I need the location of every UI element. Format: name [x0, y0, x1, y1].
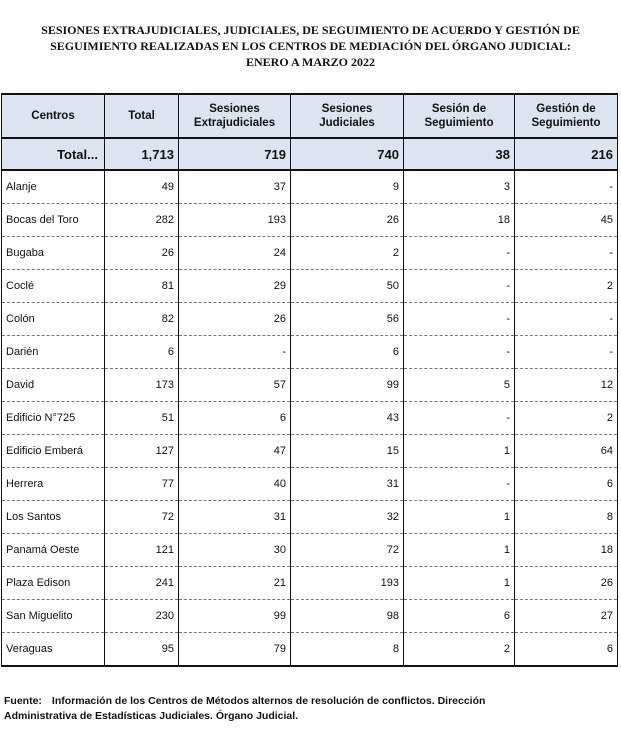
- table-row: [2, 402, 618, 435]
- value-cell: 29: [179, 270, 291, 303]
- value-cell: 79: [179, 633, 291, 667]
- column-header: [291, 94, 404, 138]
- value-cell: 8: [291, 633, 404, 667]
- table-row: [2, 336, 618, 369]
- center-name-cell: Edificio Emberá: [2, 435, 105, 468]
- center-name-cell: Herrera: [2, 468, 105, 501]
- value-cell: -: [404, 237, 515, 270]
- value-cell: 6: [404, 600, 515, 633]
- value-cell: -: [515, 170, 618, 204]
- value-cell: 99: [291, 369, 404, 402]
- value-cell: 6: [105, 336, 179, 369]
- value-cell: 77: [105, 468, 179, 501]
- source-text-1: Información de los Centros de Métodos alternos de resolución de conflictos. Dirección: [51, 695, 486, 707]
- table-row: [2, 435, 618, 468]
- value-cell: 121: [105, 534, 179, 567]
- column-header-line: Extrajudiciales: [193, 117, 276, 129]
- column-header-line: Seguimiento: [531, 117, 601, 129]
- total-cell: 740: [291, 138, 404, 170]
- column-header: [2, 94, 105, 138]
- value-cell: -: [404, 336, 515, 369]
- table-row: [2, 501, 618, 534]
- column-header: [404, 94, 515, 138]
- value-cell: -: [515, 336, 618, 369]
- value-cell: 21: [179, 567, 291, 600]
- value-cell: 57: [179, 369, 291, 402]
- table-row: [2, 237, 618, 270]
- value-cell: -: [404, 270, 515, 303]
- table-row: [2, 369, 618, 402]
- value-cell: 1: [404, 435, 515, 468]
- value-cell: -: [515, 237, 618, 270]
- source-note: [4, 694, 614, 724]
- center-name-cell: Alanje: [2, 170, 105, 204]
- table-row: [2, 534, 618, 567]
- title-line-2: SEGUIMIENTO REALIZADAS EN LOS CENTROS DE MEDIACIÓN DEL ÓRGANO JUDICIAL:: [50, 39, 571, 53]
- statistics-table: [1, 93, 618, 667]
- value-cell: 82: [105, 303, 179, 336]
- value-cell: -: [404, 303, 515, 336]
- value-cell: 1: [404, 534, 515, 567]
- value-cell: 2: [404, 633, 515, 667]
- table-row: [2, 270, 618, 303]
- value-cell: 282: [105, 204, 179, 237]
- value-cell: 12: [515, 369, 618, 402]
- center-name-cell: Veraguas: [2, 633, 105, 667]
- value-cell: -: [515, 303, 618, 336]
- table-row: [2, 468, 618, 501]
- value-cell: -: [179, 336, 291, 369]
- value-cell: 173: [105, 369, 179, 402]
- center-name-cell: San Miguelito: [2, 600, 105, 633]
- value-cell: 18: [515, 534, 618, 567]
- value-cell: 241: [105, 567, 179, 600]
- center-name-cell: Darién: [2, 336, 105, 369]
- value-cell: 9: [291, 170, 404, 204]
- center-name-cell: Edificio N°725: [2, 402, 105, 435]
- value-cell: -: [404, 468, 515, 501]
- total-cell: 719: [179, 138, 291, 170]
- column-header: [179, 94, 291, 138]
- value-cell: 1: [404, 567, 515, 600]
- value-cell: 81: [105, 270, 179, 303]
- value-cell: 26: [179, 303, 291, 336]
- column-header-line: Total: [128, 110, 155, 122]
- column-header-line: Judiciales: [319, 117, 375, 129]
- table-row: [2, 633, 618, 667]
- value-cell: 3: [404, 170, 515, 204]
- value-cell: 26: [515, 567, 618, 600]
- value-cell: 1: [404, 501, 515, 534]
- value-cell: 5: [404, 369, 515, 402]
- value-cell: 47: [179, 435, 291, 468]
- column-header-line: Sesión de: [431, 103, 487, 115]
- table-body: [2, 138, 618, 666]
- column-header-line: Centros: [31, 110, 75, 122]
- value-cell: 193: [179, 204, 291, 237]
- column-header-line: Sesiones: [321, 103, 373, 115]
- value-cell: 230: [105, 600, 179, 633]
- center-name-cell: Coclé: [2, 270, 105, 303]
- center-name-cell: Colón: [2, 303, 105, 336]
- table-row: [2, 204, 618, 237]
- value-cell: 31: [179, 501, 291, 534]
- value-cell: 2: [515, 270, 618, 303]
- column-header-line: Sesiones: [209, 103, 260, 115]
- table-header-row: [2, 94, 618, 138]
- center-name-cell: Plaza Edison: [2, 567, 105, 600]
- center-name-cell: Los Santos: [2, 501, 105, 534]
- table-row: [2, 303, 618, 336]
- value-cell: 26: [291, 204, 404, 237]
- table-row: [2, 567, 618, 600]
- value-cell: 72: [291, 534, 404, 567]
- total-cell: 1,713: [105, 138, 179, 170]
- source-line-2: Administrativa de Estadísticas Judiciales. Órgano Judicial.: [4, 710, 299, 722]
- value-cell: 26: [105, 237, 179, 270]
- title-line-3: ENERO A MARZO 2022: [245, 55, 375, 69]
- value-cell: 24: [179, 237, 291, 270]
- table-row: [2, 170, 618, 204]
- value-cell: 95: [105, 633, 179, 667]
- column-header-line: Gestión de: [536, 103, 596, 115]
- source-label: Fuente:: [4, 695, 42, 707]
- value-cell: 6: [515, 633, 618, 667]
- value-cell: 6: [179, 402, 291, 435]
- value-cell: 98: [291, 600, 404, 633]
- value-cell: 56: [291, 303, 404, 336]
- center-name-cell: David: [2, 369, 105, 402]
- value-cell: 49: [105, 170, 179, 204]
- value-cell: 6: [291, 336, 404, 369]
- value-cell: 127: [105, 435, 179, 468]
- value-cell: 45: [515, 204, 618, 237]
- value-cell: 72: [105, 501, 179, 534]
- total-cell: 38: [404, 138, 515, 170]
- value-cell: 30: [179, 534, 291, 567]
- value-cell: 99: [179, 600, 291, 633]
- total-label: Total...: [2, 138, 105, 170]
- value-cell: 43: [291, 402, 404, 435]
- center-name-cell: Bocas del Toro: [2, 204, 105, 237]
- value-cell: 15: [291, 435, 404, 468]
- value-cell: 193: [291, 567, 404, 600]
- column-header: [515, 94, 618, 138]
- value-cell: 51: [105, 402, 179, 435]
- value-cell: 27: [515, 600, 618, 633]
- value-cell: 32: [291, 501, 404, 534]
- column-header: [105, 94, 179, 138]
- center-name-cell: Bugaba: [2, 237, 105, 270]
- value-cell: 31: [291, 468, 404, 501]
- report-title: [0, 22, 621, 70]
- source-line-1: [4, 694, 614, 709]
- title-line-1: SESIONES EXTRAJUDICIALES, JUDICIALES, DE SEGUIMIENTO DE ACUERDO Y GESTIÓN DE: [41, 23, 580, 37]
- value-cell: 8: [515, 501, 618, 534]
- value-cell: -: [404, 402, 515, 435]
- column-header-line: Seguimiento: [424, 117, 494, 129]
- value-cell: 64: [515, 435, 618, 468]
- total-cell: 216: [515, 138, 618, 170]
- value-cell: 6: [515, 468, 618, 501]
- center-name-cell: Panamá Oeste: [2, 534, 105, 567]
- value-cell: 37: [179, 170, 291, 204]
- value-cell: 18: [404, 204, 515, 237]
- total-row: [2, 138, 618, 170]
- table-row: [2, 600, 618, 633]
- value-cell: 40: [179, 468, 291, 501]
- value-cell: 2: [515, 402, 618, 435]
- value-cell: 50: [291, 270, 404, 303]
- value-cell: 2: [291, 237, 404, 270]
